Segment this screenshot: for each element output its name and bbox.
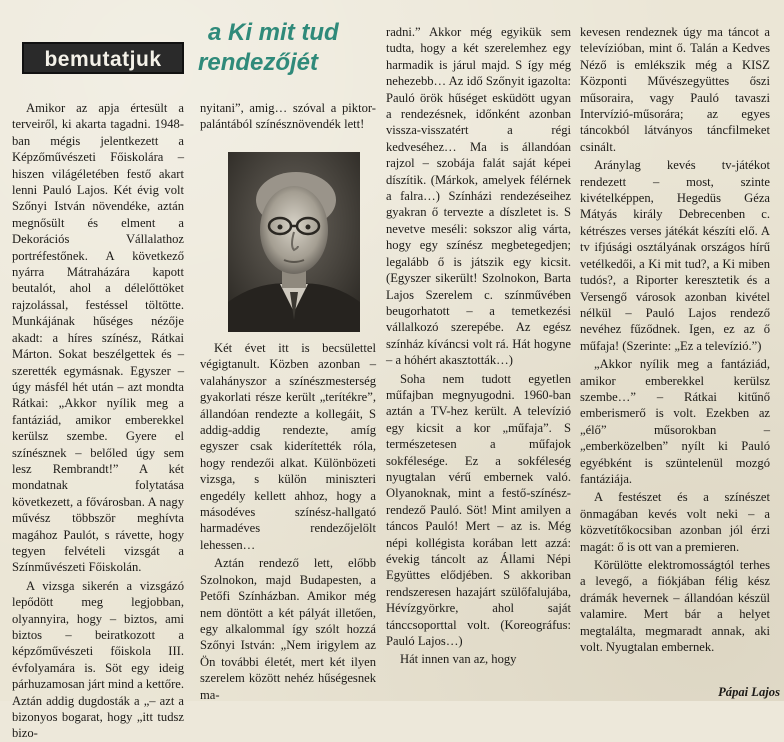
paragraph: Amikor az apja értesült a terveiről, ki akarta tagadni. 1948-ban mégis jelentkezett a Képzőművészeti Főiskolára – hiszen világéletében festő akart lenni Pauló Lajos. Két évig volt Szőnyi István növendéke, aztán megnősült és elment a Dekorációs Vállalathoz portréfestőnek. A következő nyárra Mátraházára kapott beutalót, ahol a délelőttöket rajzolással, festéssel töltötte. Munkájának hűséges nézője akadt: a híres színész, Rátkai Márton. Sokat beszélgettek és – szerették egymásnak. Egyszer – úgy másfél hét után – azt mondta Rátkai: „Akkor nyílik meg a fantáziád, amikor emberekkel kerülsz szembe. Gyere el színésznek – belőled úgy sem lesz Rembrandt!” A két mondatnak folytatása következett, a fővárosban. A nagy művész többször meghívta magához Paulót, s rávette, hogy tegyen felvételi vizsgát a Színművészeti Főiskolán. <box>12 101 184 575</box>
headline <box>198 18 374 84</box>
article-column-3 <box>386 24 571 700</box>
paragraph: Soha nem tudott egyetlen műfajban megnyugodni. 1960-ban aztán a TV-hez került. A televízió egy kicsit a kor „műfaja”. S természetesen a műfajok sokfélesége. Ez a sokféleség nyugtalan vérű embernek való. Olyanoknak, mint a festő-színész-rendező Pauló. Söt! Mint amilyen a táncos Pauló! Mert – az is. Még népi kollégista korában lett azzá: évekig táncolt az Állami Népi Együttes elődjében. S akkoriban rendszeresen hazajárt szülőfalujába, Hévízgyörkre, ahol saját tánccsoporttal volt. (Koreográfus: Pauló Lajos…) <box>386 371 571 649</box>
paragraph: A vizsga sikerén a vizsgázó lepődött meg legjobban, olyannyira, hogy – biztos, ami biztos – beiratkozott a képzőművészeti főiskola III. évfolyamára is. Söt egy ideig párhuzamosan járt mind a kettőre. Aztán addig dugdosták a „– azt a bizonyos bogarat, hogy „itt tudsz bizo- <box>12 578 184 741</box>
paragraph: Két évet itt is becsülettel végigtanult. Közben azonban – valahányszor a színészmesterség gyakorlati része került „terítékre”, állandóan rendezte a kollegáit, S addig-addig rendezte, amíg egyszer csak kiderítették róla, hogy rendezői alkat. Különbözeti vizsga, s külön miniszteri engedély kellett ahhoz, hogy a másodéves színész-hallgató harmadéves rendezőjelölt lehessen… <box>200 341 376 552</box>
headline-line1: a Ki mit tud <box>208 19 339 46</box>
author-signature: Pápai Lajos <box>718 685 780 699</box>
section-label: bemutatjuk <box>22 42 184 74</box>
paragraph: Hát innen van az, hogy <box>400 652 517 667</box>
portrait-photo-icon <box>228 152 360 332</box>
headline-line2: rendezőjét <box>198 49 319 76</box>
article-column-2 <box>200 340 376 700</box>
paragraph: Körülötte elektromosságtól terhes a levegő, a fiókjában félig kész drámák hevernek – állandóan készül valamire. Mert bár a helyet megtalálta, megmaradt annak, aki volt. Nyugtalan embernek. <box>580 558 770 655</box>
article-column-1 <box>12 100 184 741</box>
paragraph: Aztán rendező lett, előbb Szolnokon, majd Budapesten, a Petőfi Színházban. Amikor még nem döntött a két pályát illetően, egy alkalommal így szólt hozzá Szőnyi István: „Nem irigylem az Ön további életét, mert két ilyen szerelem között nehéz hűségesnek ma- <box>200 556 376 702</box>
paragraph: A festészet és a színészet önmagában kevés volt neki – a közvetítőkocsiban azonban jól érzi magát: ő is ott van a premieren. <box>580 490 770 554</box>
paragraph: kevesen rendeznek úgy ma táncot a televízióban, mint ő. Talán a Kedves Néző is emlékszik még a KISZ Központi Művészegyüttes őszi műsoraira, vagy Pauló tavaszi Intervízió-műsorára; az egyes táncokból látványos táncfilmeket csinált. <box>580 25 770 154</box>
article-column-4 <box>580 24 770 684</box>
article-column-2-top <box>200 100 376 146</box>
paragraph: radni.” Akkor még egyikük sem tudta, hogy a két szerelemhez egy harmadik is járul majd. S így még nehezebb… Az idő Szőnyit igazolta: Pauló örök hűséget esküdött ugyan a rendezésnek, időnként azonban vissza-visszatért a régi kedveséhez… Ma is állandóan rajzol – szobája falát saját képei díszítik. (Márkok, amelyek félérnek a falra…) Színházi rendezéseihez gyakran ő tervezte a díszletet is. S nevetve meséli: sokszor alig várta, hogy egy színész megbetegedjen; legalább ő is játszik egy kicsit. (Egyszer sikerült! Szolnokon, Barta Lajos Szerelem c. színművében beugorhatott – a temetkezési vállalkozó szerepébe. Az egész színház kíváncsi volt rá. Hát hogyne – a hóhért akasztották…) <box>386 25 571 368</box>
paragraph: nyitani”, amig… szóval a piktor-palántából színésznövendék lett! <box>200 101 376 132</box>
paragraph: Aránylag kevés tv-játékot rendezett – most, szinte kivételképpen, Hegedüs Géza Mátyás király Debrecenben c. kétrészes verses játékát készíti elő. A tv ifjúsági osztályának országos hírű vetélkedői, a Ki mit tud?, a Ki miben tudós?, a Riporter keresztetik és a Versengő városok azonban kivétel nélkül – Pauló Lajos rendező nevéhez fűződnek. Igen, ez az ő műfaja! (Szerinte: „Ez a televízió.”) <box>580 158 770 353</box>
paragraph: „Akkor nyílik meg a fantáziád, amikor emberekkel kerülsz szembe…” – Rátkai kitűnő emberismerő is volt. Ezekben az „élő” műsorokban – „emberközelben” nyílt ki Pauló egyébként is szüntelenül mozgó fantáziája. <box>580 357 770 486</box>
